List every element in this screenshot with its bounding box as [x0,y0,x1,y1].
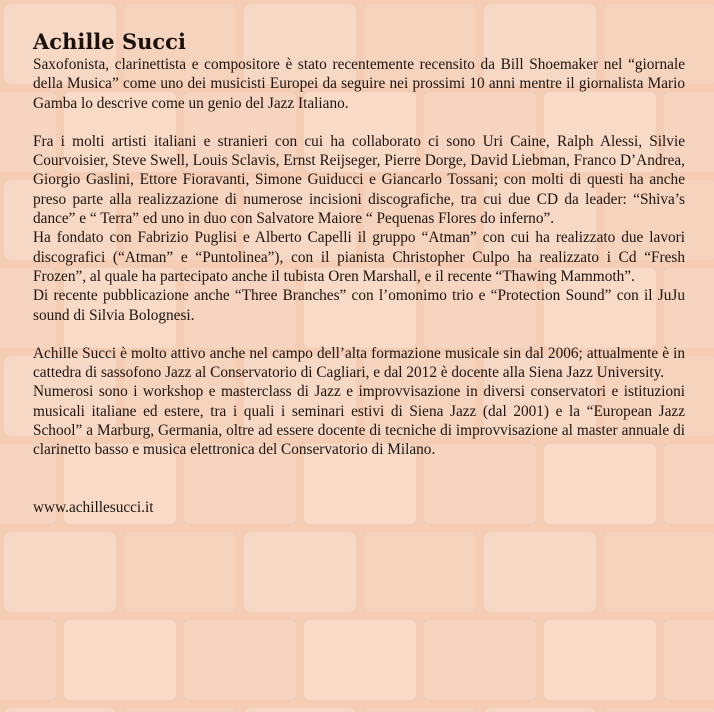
document-title: Achille Succi [33,29,186,54]
paragraph-workshops: Numerosi sono i workshop e masterclass di Jazz e improvvisazione in diversi conservatori e istituzioni musicali italiane ed estere, tra i quali i seminari estivi di Siena Jazz (dal 2001) e la “European Jazz School” a Marburg, Germania, oltre ad essere docente di tecniche di improvvisazione al master annuale di clarinetto basso e musica elettronica del Conservatorio di Milano. [33,383,685,459]
paragraph-atman: Ha fondato con Fabrizio Puglisi e Alberto Capelli il gruppo “Atman” con cui ha realizzato due lavori discografici (“Atman” e “Puntolinea”), con il pianista Christopher Culpo ha realizzato i Cd “Fresh Frozen”, al quale ha partecipato anche il tubista Oren Marshall, e il recente “Thawing Mammoth”. [33,229,685,285]
paragraph-collaborations: Fra i molti artisti italiani e stranieri con cui ha collaborato ci sono Uri Caine, Ralph Alessi, Silvie Courvoisier, Steve Swell, Louis Sclavis, Ernst Reijseger, Pierre Dorge, David Liebman, Franco D’Andrea, Giorgio Gaslini, Ettore Fioravanti, Simone Guiducci e Giancarlo Tossani; con molti di questi ha anche preso parte alla realizzazione di numerose incisioni discografiche, tra cui due CD da leader: “Shiva’s dance” e “ Terra” ed uno in duo con Salvatore Maiore “ Pequenas Flores do inferno”. [33,132,685,228]
paragraph-spacer [33,325,685,344]
paragraph-teaching: Achille Succi è molto attivo anche nel campo dell’alta formazione musicale sin dal 2006; attualmente è in cattedra di sassofono Jazz al Conservatorio di Cagliari, e dal 2012 è docente alla Siena Jazz University. [33,344,685,382]
paragraph-spacer [33,113,685,132]
website-link[interactable]: www.achillesucci.it [33,498,154,516]
document-body [33,30,685,517]
paragraph-spacer [33,460,685,498]
paragraph-intro: Saxofonista, clarinettista e compositore è stato recentemente recensito da Bill Shoemaker nel “giornale della Musica” come uno dei musicisti Europei da seguire nei prossimi 10 anni mentre il giornalista Mario Gamba lo descrive come un genio del Jazz Italiano. [33,56,685,112]
paragraph-recent-releases: Di recente pubblicazione anche “Three Branches” con l’omonimo trio e “Protection Sound” con il JuJu sound di Silvia Bolognesi. [33,287,685,324]
